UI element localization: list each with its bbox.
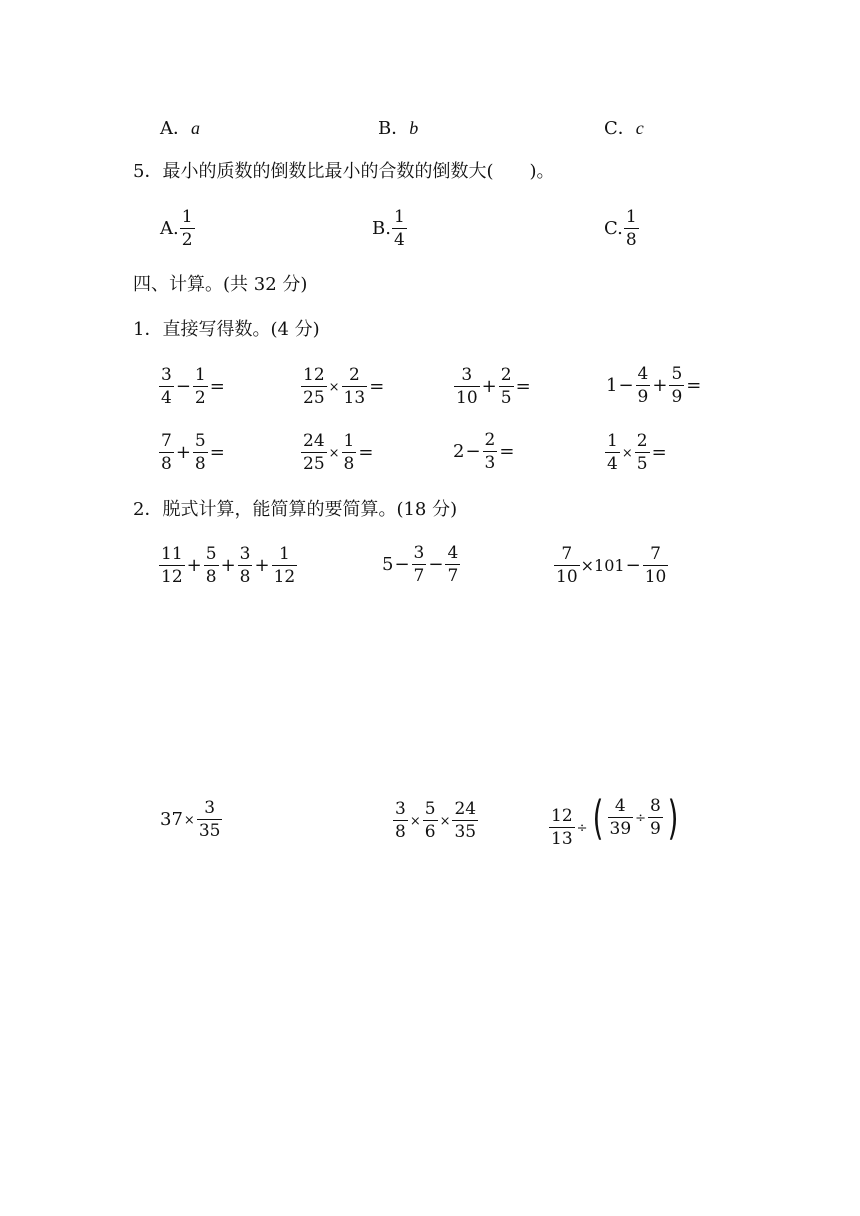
left-paren: (	[592, 791, 603, 845]
q5-option-a: A. $\frac{1}{2}$	[160, 207, 193, 250]
step-expr-6	[548, 788, 682, 848]
denominator: 25	[303, 454, 325, 474]
numerator: 4	[614, 796, 626, 816]
denominator: 25	[303, 388, 325, 408]
fraction	[549, 808, 575, 848]
denominator: 7	[413, 566, 425, 586]
right-paren: )	[667, 791, 679, 845]
denominator: 4	[607, 454, 618, 474]
denominator: 8	[194, 454, 206, 474]
numerator: 3	[461, 365, 473, 385]
operator: =	[651, 442, 667, 463]
fraction	[392, 209, 407, 249]
fraction	[301, 433, 327, 473]
numerator: 12	[303, 365, 325, 385]
operator: ×	[328, 379, 340, 395]
numerator: 12	[551, 806, 573, 826]
denominator: 8	[205, 567, 217, 587]
denominator: 5	[636, 454, 648, 474]
q4-option-c: C．c	[604, 118, 644, 139]
operator: +	[220, 555, 236, 576]
operator: =	[686, 375, 702, 396]
fraction	[454, 367, 480, 407]
q5-option-b: B. $\frac{1}{4}$	[372, 207, 405, 250]
numerator: 1	[625, 207, 637, 227]
fraction	[342, 367, 368, 407]
operator: =	[369, 376, 385, 397]
operator: ×	[328, 445, 340, 461]
operator: ×	[439, 813, 451, 829]
fraction	[483, 432, 498, 472]
direct-expr-7: 2 − $\frac{2}{3}$ =	[453, 430, 515, 473]
numerator: 24	[454, 799, 477, 819]
fraction	[608, 798, 634, 838]
direct-expr-8	[604, 432, 668, 473]
step-expr-2: 5 − $\frac{3}{7}$ − $\frac{4}{7}$	[382, 543, 459, 586]
fraction	[624, 209, 639, 249]
direct-expr-2	[300, 366, 385, 407]
q4-option-b: B．b	[378, 118, 419, 139]
step-expr-4: 37 × $\frac{3}{35}$	[160, 798, 221, 841]
operator: −	[175, 376, 191, 397]
fraction	[412, 545, 427, 585]
part1-title: 1．直接写得数。(4 分)	[133, 319, 320, 340]
numerator: 11	[161, 544, 183, 564]
fraction	[393, 801, 408, 841]
fraction	[452, 801, 478, 841]
fraction	[605, 433, 620, 473]
numerator: 1	[181, 207, 193, 227]
operator: +	[481, 376, 497, 397]
fraction	[669, 366, 684, 406]
numerator: 8	[650, 796, 661, 816]
operator: −	[394, 554, 410, 575]
denominator: 8	[343, 454, 355, 474]
denominator: 3	[484, 453, 496, 473]
numerator: 1	[194, 365, 206, 385]
operator: ÷	[635, 810, 647, 826]
operator: =	[499, 441, 515, 462]
fraction	[423, 801, 438, 841]
direct-expr-4: 1 − $\frac{4}{9}$ + $\frac{5}{9}$ =	[606, 364, 702, 407]
operator: −	[428, 554, 444, 575]
operator: +	[652, 375, 668, 396]
fraction	[159, 367, 174, 407]
denominator: 4	[393, 230, 405, 250]
denominator: 10	[556, 567, 578, 587]
numerator: 3	[204, 798, 216, 818]
numerator: 7	[161, 431, 172, 451]
numerator: 24	[303, 431, 325, 451]
denominator: 8	[239, 567, 251, 587]
fraction	[301, 367, 327, 407]
denominator: 12	[161, 567, 183, 587]
denominator: 10	[456, 388, 478, 408]
fraction	[193, 433, 208, 473]
numerator: 2	[348, 365, 360, 385]
numerator: 3	[413, 543, 425, 563]
direct-expr-3	[453, 366, 532, 407]
fraction	[238, 546, 253, 586]
q5-option-c: C. $\frac{1}{8}$	[604, 207, 637, 250]
numerator: 5	[205, 544, 217, 564]
denominator: 12	[273, 567, 296, 587]
q4-option-a: A．a	[160, 118, 200, 139]
fraction	[159, 433, 174, 473]
fraction	[342, 433, 357, 473]
denominator: 10	[644, 567, 667, 587]
denominator: 2	[194, 388, 206, 408]
denominator: 35	[198, 821, 221, 841]
denominator: 9	[637, 387, 649, 407]
numerator: 2	[484, 430, 496, 450]
section4-title: 四、计算。(共 32 分)	[133, 274, 308, 295]
numerator: 1	[607, 431, 618, 451]
fraction	[554, 546, 580, 586]
fraction	[643, 546, 669, 586]
operator: =	[209, 376, 225, 397]
numerator: 2	[636, 431, 648, 451]
fraction	[635, 433, 650, 473]
fraction	[193, 367, 208, 407]
direct-expr-5	[158, 432, 226, 473]
step-expr-1	[158, 545, 298, 586]
fraction	[648, 798, 663, 838]
fraction	[159, 546, 185, 586]
fraction	[445, 545, 460, 585]
numerator: 4	[447, 543, 459, 563]
operator: −	[618, 375, 634, 396]
fraction	[272, 546, 298, 586]
operator: =	[515, 376, 531, 397]
operator: ×	[621, 445, 633, 461]
operator: =	[358, 442, 374, 463]
step-expr-3: $\frac{7}{10}$ ×101 − $\frac{7}{10}$	[556, 544, 667, 587]
numerator: 7	[650, 544, 661, 564]
part2-title: 2．脱式计算，能简算的要简算。(18 分)	[133, 499, 458, 520]
numerator: 7	[561, 544, 573, 564]
operator: ÷	[576, 820, 588, 836]
numerator: 3	[161, 365, 172, 385]
denominator: 9	[650, 819, 661, 839]
fraction	[180, 209, 195, 249]
step-expr-5	[392, 800, 479, 841]
denominator: 8	[625, 230, 637, 250]
operator: =	[209, 442, 225, 463]
operator: +	[186, 555, 202, 576]
q5-text: 5．最小的质数的倒数比最小的合数的倒数大( )。	[133, 161, 555, 182]
fraction	[636, 366, 651, 406]
numerator: 5	[194, 431, 206, 451]
denominator: 6	[424, 822, 436, 842]
numerator: 5	[424, 799, 436, 819]
denominator: 9	[671, 387, 683, 407]
numerator: 1	[393, 207, 405, 227]
denominator: 35	[454, 822, 477, 842]
operator: −	[465, 441, 481, 462]
denominator: 13	[551, 829, 573, 849]
operator: +	[175, 442, 191, 463]
fraction	[204, 546, 219, 586]
operator: −	[625, 555, 641, 576]
operator: +	[254, 555, 270, 576]
numerator: 3	[239, 544, 251, 564]
denominator: 7	[447, 566, 459, 586]
direct-expr-6	[300, 432, 374, 473]
numerator: 1	[278, 544, 290, 564]
operator: ×	[183, 812, 195, 828]
denominator: 8	[395, 822, 406, 842]
fraction	[499, 367, 514, 407]
numerator: 2	[500, 365, 512, 385]
denominator: 39	[609, 819, 632, 839]
direct-expr-1	[158, 366, 226, 407]
operator: ×	[409, 813, 421, 829]
denominator: 8	[161, 454, 172, 474]
numerator: 3	[395, 799, 406, 819]
denominator: 4	[161, 388, 172, 408]
denominator: 2	[181, 230, 193, 250]
denominator: 5	[500, 388, 512, 408]
fraction	[197, 800, 223, 840]
numerator: 4	[637, 364, 649, 384]
denominator: 13	[343, 388, 366, 408]
numerator: 1	[343, 431, 355, 451]
numerator: 5	[671, 364, 683, 384]
